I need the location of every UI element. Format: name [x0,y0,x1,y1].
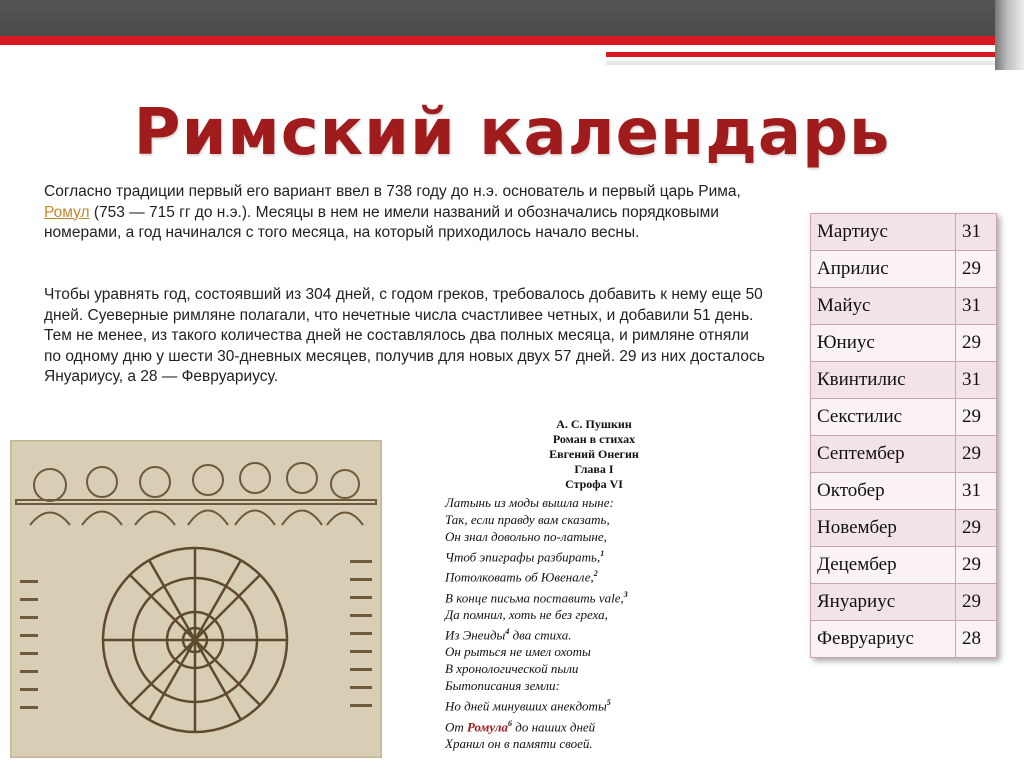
romulus-highlight: Ромула [467,718,509,734]
intro-paragraph [44,182,768,244]
month-days: 29 [956,510,997,547]
table-row [811,436,997,473]
poem-line: Латынь из моды вышла ныне: [445,495,614,510]
poem-line: В конце письма поставить vale,$^3$ [445,589,628,605]
month-name: Априлис [811,251,956,288]
month-name: Октобер [811,473,956,510]
top-bar [0,0,1024,36]
red-stripe-short [606,52,1002,57]
month-days: 31 [956,288,997,325]
month-name: Февруариус [811,621,956,658]
poem-text [445,494,725,752]
poem-genre: Роман в стихах [552,432,636,446]
month-name: Юниус [811,325,956,362]
month-days: 31 [956,473,997,510]
months-table [810,213,997,658]
month-name: Секстилис [811,399,956,436]
table-row [811,399,997,436]
poem-line: В хронологической пыли [445,661,579,677]
poem-line: Бытописания земли: [445,678,560,694]
month-name: Мартиус [811,214,956,251]
month-days: 29 [956,436,997,473]
month-name: Квинтилис [811,362,956,399]
poem-line: От Ромула$^6$ до наших дней [445,718,596,734]
table-row [811,325,997,362]
table-row [811,621,997,658]
days-paragraph: Чтобы уравнять год, состоявший из 304 дней, с годом греков, требовалось добавить к нему еще 50 дней. Суеверные римляне полагали, что нечетные числа счастливее четных, и добавили 51 день. Тем не менее, из такого количества дней не составлялось два полных месяца, и римляне отняли по одному дню у шести 30-дневных месяцев, получив для новых двух 57 дней. 29 из них досталось Януариусу, а 28 — Февруариусу. [44,286,765,385]
grey-stripe-short [606,61,1002,65]
table-row [811,473,997,510]
poem-line: Из Энеиды$^4$ два стиха. [445,626,572,643]
poem-header [480,417,708,492]
poem-title: Евгений Онегин [549,447,639,461]
month-name: Майус [811,288,956,325]
poem-author: А. С. Пушкин [556,417,632,431]
month-days: 28 [956,621,997,658]
poem-line: Потолковать об Ювенале,$^2$ [445,569,598,585]
month-name: Децембер [811,547,956,584]
month-name: Януариус [811,584,956,621]
table-row [811,547,997,584]
poem-line: Он рыться не имел охоты [445,644,591,660]
poem-line: Хранил он в памяти своей. [445,735,593,751]
poem-line: Он знал довольно по-латыне, [445,529,607,544]
romulus-link[interactable]: Ромул [44,203,90,221]
poem-line: Но дней минувших анекдоты$^5$ [445,698,611,714]
month-days: 29 [956,399,997,436]
table-row [811,251,997,288]
poem-chapter: Глава I [574,462,614,476]
table-row [811,584,997,621]
table-row [811,214,997,251]
month-name: Септембер [811,436,956,473]
month-days: 29 [956,547,997,584]
intro-text-start: Согласно традиции первый его вариант ввел в 738 году до н.э. основатель и первый царь Рима, [44,183,741,200]
red-stripe [0,36,1000,45]
table-row [811,362,997,399]
month-days: 31 [956,214,997,251]
poem-line: Да помнил, хоть не без греха, [445,606,608,622]
month-days: 29 [956,251,997,288]
corner-shadow [995,0,1024,70]
month-days: 29 [956,584,997,621]
poem-stanza: Строфа VI [565,477,623,491]
table-row [811,288,997,325]
month-days: 31 [956,362,997,399]
intro-text-end: (753 — 715 гг до н.э.). Месяцы в нем не имели названий и обозначались порядковыми номерами, а год начинался с того месяца, на который приходилось начало весны. [44,203,719,241]
slide-title: Римский календарь [133,96,891,170]
poem-line: Так, если правду вам сказать, [445,512,610,527]
month-days: 29 [956,325,997,362]
table-row [811,510,997,547]
month-name: Новембер [811,510,956,547]
poem-line: Чтоб эпиграфы разбирать,$^1$ [445,549,605,565]
roman-calendar-fresco-image [10,440,382,758]
